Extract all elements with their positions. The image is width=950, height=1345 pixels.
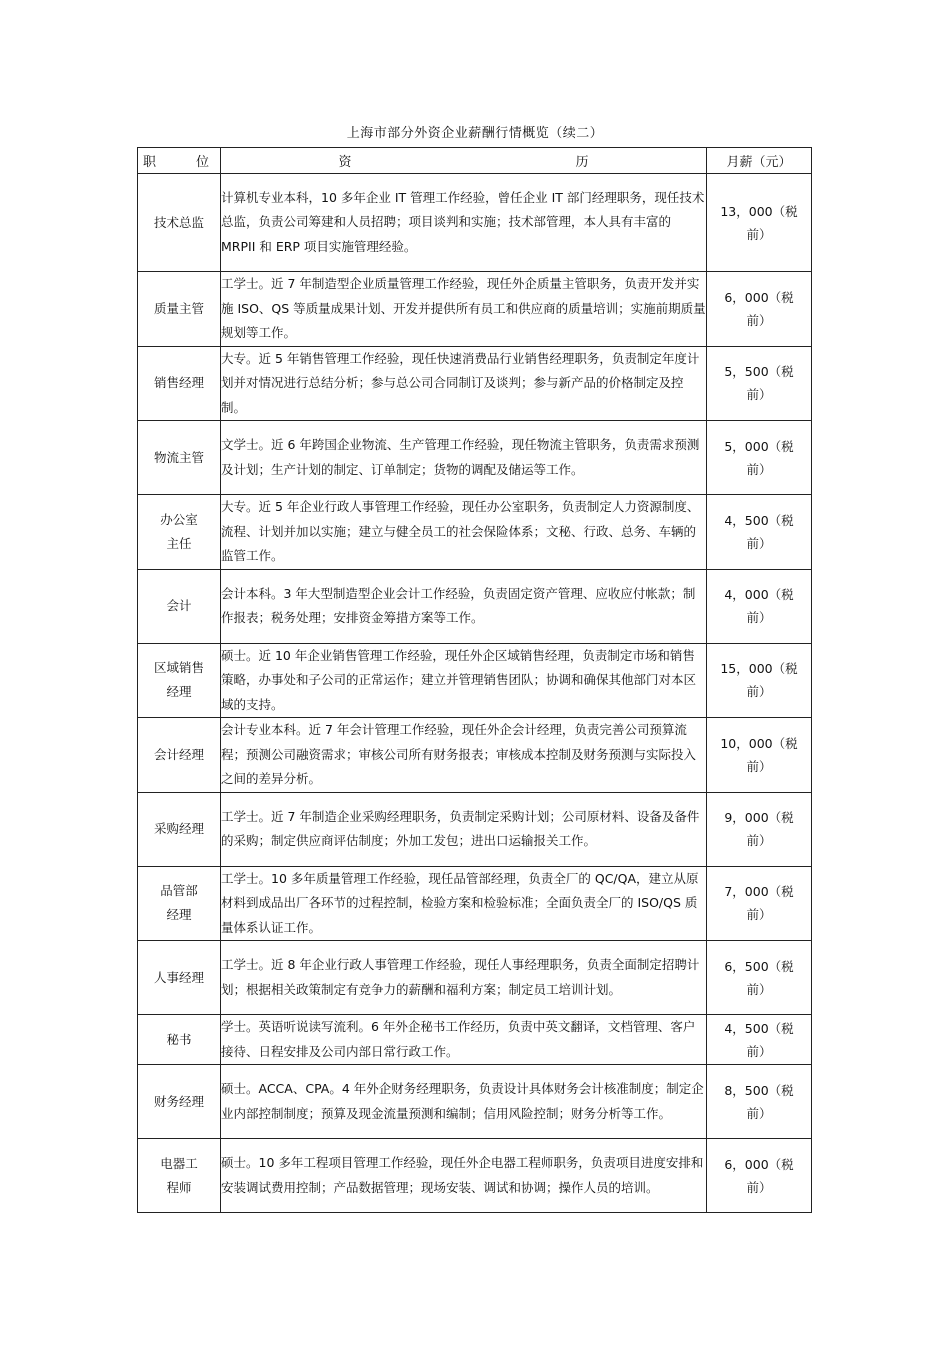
resume-cell: 会计本科。3 年大型制造型企业会计工作经验，负责固定资产管理、应收应付帐款；制作报表；税务处理；安排资金筹措方案等工作。: [221, 569, 707, 643]
table-row: [138, 1139, 812, 1213]
salary-cell: 4，500（税前）: [707, 1015, 812, 1065]
salary-cell: 6，000（税前）: [707, 272, 812, 347]
header-salary: 月薪（元）: [707, 148, 812, 174]
resume-cell: 硕士。10 多年工程项目管理工作经验，现任外企电器工程师职务，负责项目进度安排和安装调试费用控制；产品数据管理；现场安装、调试和协调；操作人员的培训。: [221, 1139, 707, 1213]
table-row: [138, 941, 812, 1015]
table-row: [138, 569, 812, 643]
table-row: [138, 1015, 812, 1065]
resume-cell: 工学士。近 7 年制造型企业质量管理工作经验，现任外企质量主管职务，负责开发并实施 ISO、QS 等质量成果计划、开发并提供所有员工和供应商的质量培训；实施前期质量规划等工作。: [221, 272, 707, 347]
salary-cell: 5，500（税前）: [707, 346, 812, 421]
table-row: [138, 174, 812, 272]
resume-cell: 大专。近 5 年企业行政人事管理工作经验，现任办公室职务，负责制定人力资源制度、流程、计划并加以实施；建立与健全员工的社会保险体系；文秘、行政、总务、车辆的监管工作。: [221, 495, 707, 570]
salary-cell: 10，000（税前）: [707, 718, 812, 793]
salary-cell: 15，000（税前）: [707, 643, 812, 718]
resume-cell: 文学士。近 6 年跨国企业物流、生产管理工作经验，现任物流主管职务，负责需求预测及计划；生产计划的制定、订单制定；货物的调配及储运等工作。: [221, 421, 707, 495]
table-row: [138, 272, 812, 347]
position-cell: 技术总监: [138, 174, 221, 272]
resume-cell: 学士。英语听说读写流利。6 年外企秘书工作经历，负责中英文翻译，文档管理、客户接待、日程安排及公司内部日常行政工作。: [221, 1015, 707, 1065]
position-cell: 采购经理: [138, 792, 221, 866]
position-cell: 财务经理: [138, 1065, 221, 1139]
salary-cell: 6，500（税前）: [707, 941, 812, 1015]
salary-cell: 13，000（税前）: [707, 174, 812, 272]
resume-cell: 硕士。近 10 年企业销售管理工作经验，现任外企区域销售经理，负责制定市场和销售策略，办事处和子公司的正常运作；建立并管理销售团队；协调和确保其他部门对本区域的支持。: [221, 643, 707, 718]
position-cell: 会计: [138, 569, 221, 643]
position-cell: 办公室主任: [138, 495, 221, 570]
resume-cell: 计算机专业本科，10 多年企业 IT 管理工作经验，曾任企业 IT 部门经理职务，现任技术总监，负责公司筹建和人员招聘；项目谈判和实施；技术部管理，本人具有丰富的 MRPII 和 ERP 项目实施管理经验。: [221, 174, 707, 272]
document-title: 上海市部分外资企业薪酬行情概览（续二）: [346, 126, 604, 141]
table-row: [138, 643, 812, 718]
table-header-row: [138, 148, 812, 174]
table-row: [138, 421, 812, 495]
table-row: [138, 718, 812, 793]
position-cell: 质量主管: [138, 272, 221, 347]
header-position: 职位: [138, 148, 221, 174]
table-row: [138, 495, 812, 570]
table-row: [138, 1065, 812, 1139]
position-cell: 品管部经理: [138, 866, 221, 941]
salary-cell: 5，000（税前）: [707, 421, 812, 495]
table-row: [138, 866, 812, 941]
header-resume: 资历: [221, 148, 707, 174]
resume-cell: 硕士。ACCA、CPA。4 年外企财务经理职务，负责设计具体财务会计核准制度；制定企业内部控制制度；预算及现金流量预测和编制；信用风险控制；财务分析等工作。: [221, 1065, 707, 1139]
salary-cell: 6，000（税前）: [707, 1139, 812, 1213]
table-row: [138, 792, 812, 866]
position-cell: 销售经理: [138, 346, 221, 421]
salary-cell: 4，000（税前）: [707, 569, 812, 643]
table-row: [138, 346, 812, 421]
resume-cell: 工学士。近 7 年制造企业采购经理职务，负责制定采购计划；公司原材料、设备及备件的采购；制定供应商评估制度；外加工发包；进出口运输报关工作。: [221, 792, 707, 866]
salary-cell: 9，000（税前）: [707, 792, 812, 866]
resume-cell: 会计专业本科。近 7 年会计管理工作经验，现任外企会计经理，负责完善公司预算流程；预测公司融资需求；审核公司所有财务报表；审核成本控制及财务预测与实际投入之间的差异分析。: [221, 718, 707, 793]
salary-cell: 4，500（税前）: [707, 495, 812, 570]
salary-table: [137, 147, 812, 1213]
salary-cell: 8，500（税前）: [707, 1065, 812, 1139]
resume-cell: 工学士。10 多年质量管理工作经验，现任品管部经理，负责全厂的 QC/QA，建立从原材料到成品出厂各环节的过程控制，检验方案和检验标准；全面负责全厂的 ISO/QS 质量体系认证工作。: [221, 866, 707, 941]
position-cell: 物流主管: [138, 421, 221, 495]
position-cell: 秘书: [138, 1015, 221, 1065]
resume-cell: 大专。近 5 年销售管理工作经验，现任快速消费品行业销售经理职务，负责制定年度计划并对情况进行总结分析；参与总公司合同制订及谈判；参与新产品的价格制定及控制。: [221, 346, 707, 421]
salary-cell: 7，000（税前）: [707, 866, 812, 941]
position-cell: 区域销售经理: [138, 643, 221, 718]
position-cell: 会计经理: [138, 718, 221, 793]
resume-cell: 工学士。近 8 年企业行政人事管理工作经验，现任人事经理职务，负责全面制定招聘计划；根据相关政策制定有竞争力的薪酬和福利方案；制定员工培训计划。: [221, 941, 707, 1015]
position-cell: 人事经理: [138, 941, 221, 1015]
position-cell: 电器工程师: [138, 1139, 221, 1213]
